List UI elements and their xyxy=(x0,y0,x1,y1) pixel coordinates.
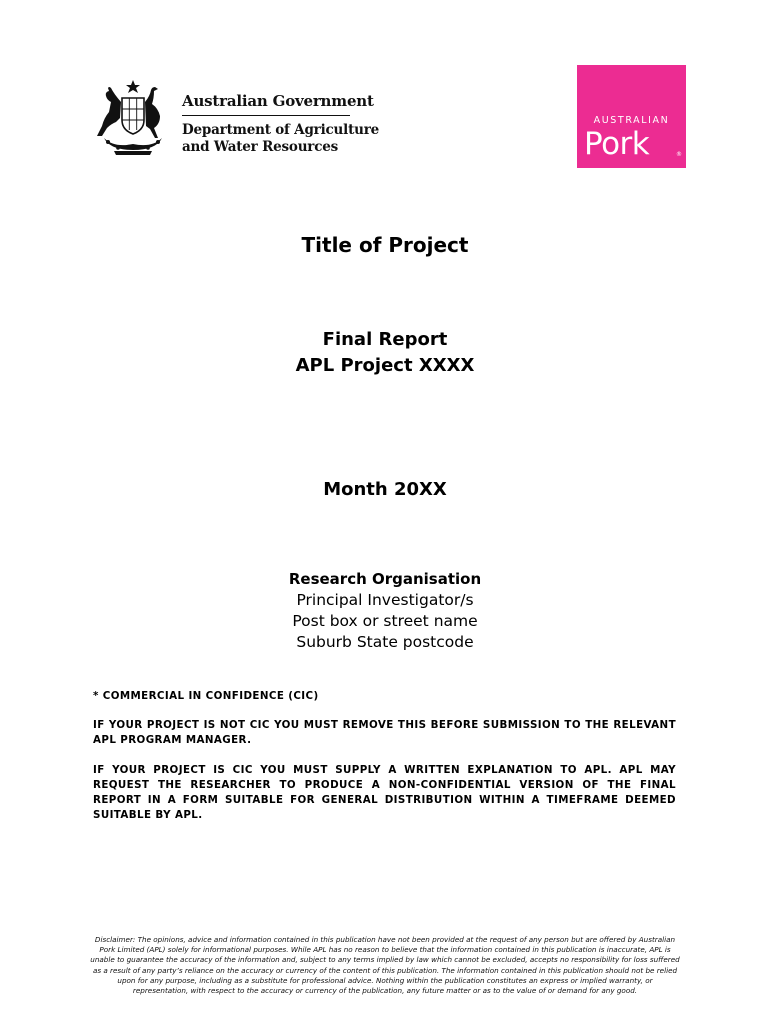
commonwealth-coat-of-arms-icon xyxy=(94,78,172,156)
disclaimer: Disclaimer: The opinions, advice and information contained in this publication have not been provided at the request of any person but are offered by Australian Pork Limited (APL) solely for informational purposes. While APL has no reason to believe that the information contained in this publication is inaccurate, APL is unable to guarantee the accuracy of the information and, subject to any terms implied by law which cannot be excluded, accepts no responsibility for loss suffered as a result of any party’s reliance on the accuracy or currency of the content of this publication. The information contained in this publication should not be relied upon for any purpose, including as a substitute for professional advice. Nothing within the publication constitutes an express or implied warranty, or representation, with respect to the accuracy or currency of the publication, any future matter or as to the value of or demand for any good. xyxy=(90,935,680,996)
cic-paragraph-1: IF YOUR PROJECT IS NOT CIC YOU MUST REMOVE THIS BEFORE SUBMISSION TO THE RELEVANT APL PROGRAM MANAGER. xyxy=(93,719,676,746)
project-title: Title of Project xyxy=(301,233,469,257)
australian-pork-logo xyxy=(577,65,686,168)
project-number: APL Project XXXX xyxy=(295,355,475,376)
pork-logo-big-text: Pork xyxy=(584,126,650,162)
research-organisation: Research Organisation xyxy=(288,570,482,588)
government-rule xyxy=(182,115,350,116)
principal-investigator: Principal Investigator/s xyxy=(296,591,474,609)
pork-logo-small-text: AUSTRALIAN xyxy=(593,115,670,126)
department-line-1: Department of Agriculture xyxy=(182,122,380,138)
australian-government-logo xyxy=(94,78,380,158)
department-line-2: and Water Resources xyxy=(182,139,339,155)
government-title: Australian Government xyxy=(182,92,374,110)
government-wordmark xyxy=(182,92,379,156)
street-address: Post box or street name xyxy=(292,612,478,630)
report-date: Month 20XX xyxy=(323,479,447,500)
suburb-state-postcode: Suburb State postcode xyxy=(296,633,474,651)
cic-paragraph-2: IF YOUR PROJECT IS CIC YOU MUST SUPPLY A WRITTEN EXPLANATION TO APL. APL MAY REQUEST THE RESEARCHER TO PRODUCE A NON-CONFIDENTIAL VERSION OF THE FINAL REPORT IN A FORM SUITABLE FOR GENERAL DISTRIBUTION WITHIN A TIMEFRAME DEEMED SUITABLE BY APL. xyxy=(93,764,676,821)
registered-mark: ® xyxy=(676,151,682,158)
cic-heading: * COMMERCIAL IN CONFIDENCE (CIC) xyxy=(93,690,319,702)
report-type: Final Report xyxy=(322,329,448,350)
